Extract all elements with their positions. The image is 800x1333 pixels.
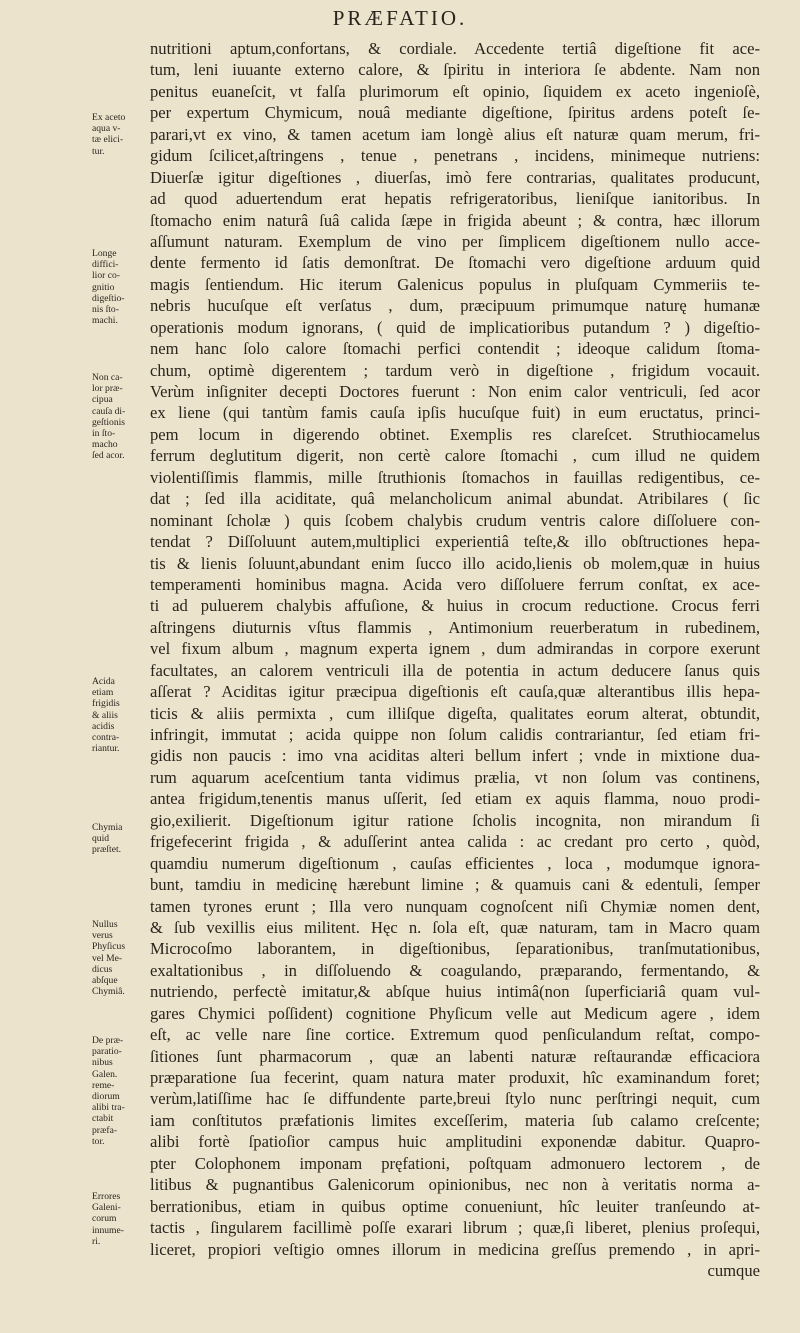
marginal-note-line: Chymiâ. <box>92 986 125 998</box>
text-line: ferrum deglutitum digerit, non certè calore ſtomachi , cum illud ne quidem <box>150 446 760 466</box>
text-line: ſitiones ſunt pharmacorum , quæ an labenti naturæ reſtaurandæ efficaciora <box>150 1046 760 1066</box>
marginal-note-line: ri. <box>92 1235 101 1247</box>
marginal-note-line: paratio- <box>92 1046 122 1058</box>
text-line: gio,exilierit. Digeſtionum igitur ratione ſcholis incognita, non mirandum ſi <box>150 810 760 830</box>
text-line: bunt, tamdiu in medicinę hærebunt limine ; & quamuis cani & edentuli, ſemper <box>150 875 760 895</box>
marginal-note-line: diffici- <box>92 259 119 271</box>
marginal-note-line: tæ elici- <box>92 134 124 146</box>
text-line: facultates, an calorem ventriculi illa de potentia in actum deducere ſanus quis <box>150 660 760 680</box>
marginal-note-line: Galen. <box>92 1068 118 1080</box>
text-line: tis & lienis ſoluunt,abundant enim ſucco illo acido,lienis ob molem,quæ in huius <box>150 553 760 573</box>
marginal-note-line: verus <box>92 930 113 942</box>
marginal-note-line: quid <box>92 833 110 845</box>
text-line: vel fixum album , magnum experta ignem , dum admirandas in corpore exerunt <box>150 639 760 659</box>
marginal-note-line: ctabit <box>92 1113 114 1125</box>
text-line: ad quod aduertendum erat hepatis refrigeratoribus, lieniſque ianitoribus. In <box>150 189 760 209</box>
marginal-note-line: aqua v- <box>92 123 121 135</box>
text-line: gares Chymici poſſident) cognitione Phyſicum velle aut Medicum agere , idem <box>150 1003 760 1023</box>
text-line: infringit, immutat ; acida quippe non ſolum calidis contrariantur, ſed etiam fri- <box>150 725 760 744</box>
text-line: temperamenti hominibus magna. Acida vero diſſoluere ferrum conſtat, ex ace- <box>150 574 760 594</box>
text-line: penitus euaneſcit, vt falſa plurimorum eſt opinio, ſiquidem ex aceto ingenioſè, <box>150 81 760 101</box>
text-line: ti ad puluerem chalybis affuſione, & huius in crocum reductione. Crocus ferri <box>150 596 760 616</box>
marginal-note-line: Acida <box>92 676 115 687</box>
marginal-note-line: etiam <box>92 687 114 699</box>
marginal-note-line: tur. <box>92 145 105 157</box>
text-line: quamdiu numerum digeſtionum , cauſas efficientes , loca , modumque ignora- <box>150 853 760 873</box>
text-line: chum, optimè digerentem ; tardum verò in digeſtione , frigidum vocauit. <box>150 360 760 380</box>
marginal-note-line: diorum <box>92 1091 120 1103</box>
marginal-note <box>92 112 148 157</box>
marginal-note-line: Ex aceto <box>92 112 126 123</box>
text-line: ticis & aliis permixta , cum illiſque digeſta, qualitates eorum alterat, obtundit, <box>150 703 760 723</box>
text-line: violentiſſimis flammis, mille ſtruthionis ſtomachos in fauillas redigentibus, ce- <box>150 467 760 487</box>
text-line: verùm,latiſſime hac ſe diffundente parte,breui ſtylo nunc perſtringi nequit, cum <box>150 1089 760 1109</box>
text-line: eſt, ac velle nare ſine cortice. Extremum quod penſiculandum reſtat, compo- <box>150 1025 760 1045</box>
marginal-note-line: in ſto- <box>92 428 116 440</box>
text-line: aſſumunt naturam. Exemplum de vino per ſimplicem digeſtionem nullo acce- <box>150 231 760 251</box>
text-line: nutritioni aptum,confortans, & cordiale. Accedente tertiâ digeſtione fit ace- <box>150 39 760 58</box>
text-line: berrationibus, etiam in quibus optime conueniunt, hîc leuiter tranſeundo at- <box>150 1196 760 1216</box>
marginal-note-line: macho <box>92 439 118 451</box>
text-line: per expertum Chymicum, nouâ mediante digeſtione, ſpiritus ardens poteſt ſe- <box>150 103 760 123</box>
text-line: pem locum in digerendo obtinet. Exemplis res clareſcet. Struthiocamelus <box>150 424 760 444</box>
text-line: præparatione ſua fecerint, quam natura mater produxit, hîc examinandum foret; <box>150 1068 760 1087</box>
text-line: dat ; ſed illa aciditate, quâ melancholicum animal abundat. Atribilares ( ſic <box>150 489 760 509</box>
text-line: Microcoſmo laborantem, in digeſtionibus, ſeparationibus, tranſmutationibus, <box>150 939 760 959</box>
text-line: Diuerſæ igitur digeſtiones , diuerſas, imò fere contrarias, qualitates producunt, <box>150 167 760 187</box>
text-line: rum aquarum aceſcentium tanta vidimus prælia, vt non ſolum vas continens, <box>150 767 760 787</box>
marginal-note-line: alibi tra- <box>92 1102 125 1114</box>
text-line: dente fermento id ſatis demonſtrat. De ſtomachi vero digeſtione arduum quid <box>150 253 760 273</box>
marginal-note-line: contra- <box>92 732 120 744</box>
marginal-note-line: abſque <box>92 975 118 987</box>
marginal-note <box>92 676 148 754</box>
marginal-note-line: Nullus <box>92 919 118 930</box>
text-line: iam conſtitutos præfationis limites exceſſerim, materia ſub calamo creſcente; <box>150 1110 760 1130</box>
running-title: PRÆFATIO. <box>332 6 468 30</box>
marginal-note-line: Longe <box>92 248 117 259</box>
marginal-note <box>92 822 148 856</box>
marginal-note-line: Phyſicus <box>92 941 126 953</box>
marginal-note-line: innume- <box>92 1224 124 1236</box>
text-line: ſtomacho enim naturâ ſuâ calida ſæpe in frigida abeunt ; & contra, hæc illorum <box>150 210 760 230</box>
main-text-block <box>150 38 760 1281</box>
marginal-note-line: & aliis <box>92 709 118 721</box>
text-line: tum, leni iuuante externo calore, & ſpiritu in interiora ſe abdente. Nam non <box>150 60 760 80</box>
marginal-note-line: corum <box>92 1213 117 1225</box>
text-line: exaltationibus , in diſſoluendo & coagulando, præparando, fermentando, & <box>150 960 760 980</box>
marginal-note-line: reme- <box>92 1079 115 1091</box>
text-line: parari,vt ex vino, & tamen acetum iam longè alius eſt naturæ quam merum, fri- <box>150 124 760 144</box>
marginal-note-line: cauſa di- <box>92 405 126 417</box>
text-line: magis ſentiendum. Hic iterum Galenicus populus in pluſquam Cymmeriis te- <box>150 274 760 294</box>
text-line: aſſerat ? Aciditas igitur præcipua digeſtionis eſt cauſa,quæ alterantibus illis hepa- <box>150 682 760 702</box>
marginal-note <box>92 372 148 462</box>
marginal-note-line: præſtet. <box>92 844 122 856</box>
text-line: aſtringens diuturnis vſtus flammis , Antimonium reuerberatum in rubedinem, <box>150 617 760 637</box>
marginal-note-line: Galeni- <box>92 1202 121 1214</box>
marginal-note-line: tor. <box>92 1135 105 1147</box>
text-line: operationis modum ignorans, ( quid de implicatioribus putandum ? ) digeſtio- <box>150 317 760 337</box>
marginal-note <box>92 248 148 326</box>
text-line: tamen tyrones erunt ; Illa vero nunquam cognoſcent niſi Chymiæ nomen dent, <box>150 896 760 916</box>
text-line: & ſub vexillis eius militent. Hęc n. ſola eſt, quæ naturam, tam in Macro quam <box>150 917 760 937</box>
text-line: gidum ſcilicet,aſtringens , tenue , penetrans , incidens, minimeque nutriens: <box>150 146 760 166</box>
marginal-note <box>92 1191 148 1247</box>
text-line: ex liene (qui tantùm famis cauſa ipſis hucuſque fuit) in eum eructatus, princi- <box>150 403 760 423</box>
text-line: nebris hucuſque eſt verſatus , dum, præcipuum primumque naturę humanæ <box>150 296 760 316</box>
marginal-note-line: acidis <box>92 720 115 732</box>
marginal-note-line: frigidis <box>92 698 120 710</box>
text-line: tactis , ſingularem facillimè poſſe exarari librum ; quæ,ſi liberet, plenius proſequi, <box>150 1218 760 1238</box>
marginal-note-line: Non ca- <box>92 372 123 383</box>
text-line: Verùm inſigniter decepti Doctores fuerunt : Non enim calor ventriculi, ſed acor <box>150 382 760 401</box>
text-line: litibus & pugnantibus Galenicorum opinionibus, nec non à veritatis norma a- <box>150 1175 760 1195</box>
marginal-note-line: De præ- <box>92 1035 124 1046</box>
marginal-note-line: vel Me- <box>92 952 123 964</box>
text-line: tendat ? Diſſoluunt autem,multiplici experientiâ teſte,& illo obſtructiones hepa- <box>150 532 760 552</box>
text-line: nem hanc ſolo calore ſtomachi perfici contendit ; ideoque calidum ſtoma- <box>150 339 760 359</box>
marginal-note-line: geſtionis <box>92 416 126 428</box>
marginal-note-line: machi. <box>92 315 118 327</box>
text-line: gidis non paucis : imo vna aciditas alteri bellum infert ; vnde in mixtione dua- <box>150 746 760 766</box>
text-line: nutriendo, perfectè imitatur,& abſque huius intimâ(non ſuperficiariâ quam vul- <box>150 982 760 1002</box>
marginal-note <box>92 919 148 997</box>
marginal-note-line: lior co- <box>92 270 120 282</box>
text-line: cumque <box>707 1260 760 1280</box>
text-line: liceret, propiori veſtigio omnes illorum in medicina greſſus premendo , in apri- <box>150 1239 760 1259</box>
marginal-note-line: gnitio <box>92 281 115 293</box>
marginal-note-line: nibus <box>92 1057 113 1069</box>
marginal-note-line: Errores <box>92 1191 121 1202</box>
text-line: pter Colophonem imponam pręfationi, poſtquam admonuero lectorem , de <box>150 1153 760 1173</box>
marginal-note-line: lor præ- <box>92 383 123 395</box>
marginal-note-line: digeſtio- <box>92 292 125 304</box>
marginal-note-line: riantur. <box>92 743 120 755</box>
marginal-note-line: præfa- <box>92 1124 118 1136</box>
text-line: frigefecerint frigida , & aduſſerint antea calida : ac credant pro certo , quòd, <box>150 832 760 852</box>
marginal-note-line: nis ſto- <box>92 304 119 316</box>
marginal-note <box>92 1035 148 1147</box>
text-line: antea frigidum,tenentis manus uſſerit, ſed etiam ex aquis flamma, nouo prodi- <box>150 789 760 809</box>
marginal-note-line: cipua <box>92 394 113 406</box>
text-line: alibi fortè ſpatioſior campus huic amplitudini exponendæ dabitur. Quapro- <box>150 1132 760 1152</box>
marginal-note-line: ſed acor. <box>92 450 125 462</box>
marginal-note-line: dicus <box>92 963 113 975</box>
text-line: nominant ſcholæ ) quis ſcobem chalybis crudum ventris calore diſſoluere con- <box>150 510 760 530</box>
marginal-note-line: Chymia <box>92 822 123 833</box>
